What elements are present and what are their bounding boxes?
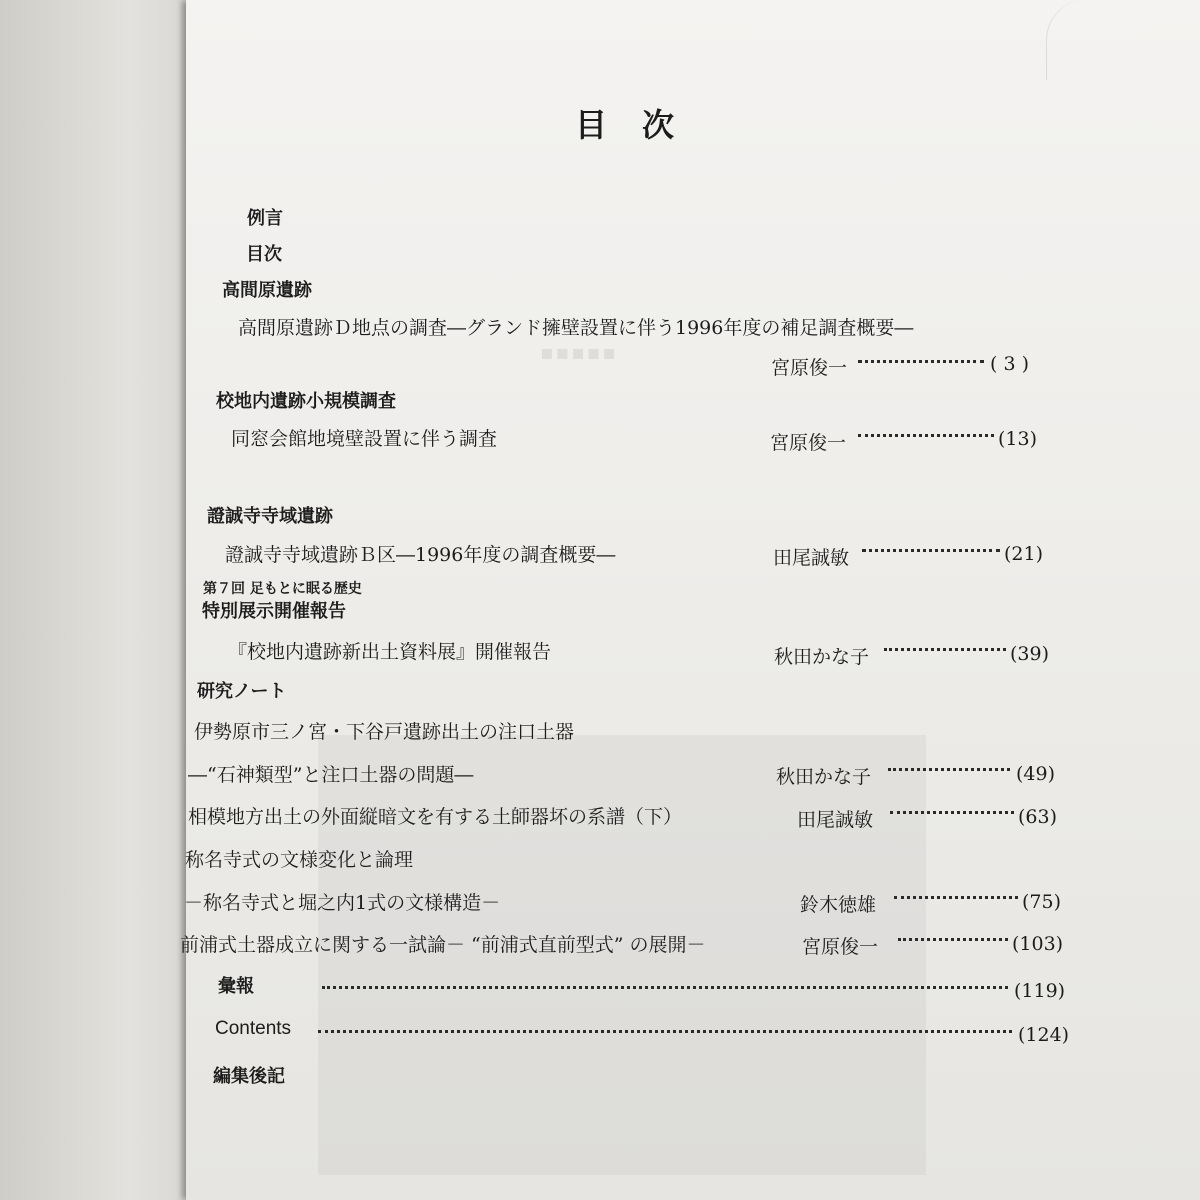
toc-leader-dots	[858, 360, 984, 363]
toc-author-takamahara: 宮原俊一	[771, 357, 848, 379]
toc-entry-takamahara: 高間原遺跡Ｄ地点の調査―グランド擁壁設置に伴う1996年度の補足調査概要―	[238, 317, 914, 339]
toc-item-english-contents: Contents	[215, 1018, 292, 1039]
toc-page-takamahara: ( 3 )	[990, 353, 1029, 375]
section-subheading-exhibition: 第７回 足もとに眠る歴史	[203, 581, 362, 597]
toc-title-right: 次	[642, 106, 675, 144]
previous-page-edge	[0, 0, 186, 1200]
toc-entry-kochinai: 同窓会館地境壁設置に伴う調査	[231, 428, 498, 450]
page-crease	[1046, 0, 1087, 80]
toc-entry-exhibition: 『校地内遺跡新出土資料展』開催報告	[228, 641, 552, 663]
section-heading-takamahara: 高間原遺跡	[222, 280, 312, 301]
toc-leader-dots	[318, 1030, 1012, 1033]
toc-entry-research-1-title: 伊勢原市三ノ宮・下谷戸遺跡出土の注口土器	[194, 721, 575, 743]
toc-leader-dots	[884, 648, 1006, 651]
toc-item-postscript: 編集後記	[213, 1066, 285, 1087]
toc-page-research-2: (63)	[1018, 806, 1058, 828]
toc-item-contents: 目次	[246, 244, 282, 265]
toc-leader-dots	[898, 938, 1008, 941]
toc-entry-research-2: 相模地方出土の外面縦暗文を有する土師器坏の系譜（下）	[188, 806, 683, 828]
section-heading-research: 研究ノート	[197, 681, 287, 702]
toc-entry-research-3-subtitle: －称名寺式と堀之内1式の文様構造－	[184, 892, 501, 914]
toc-title-left: 目	[575, 106, 608, 144]
toc-entry-shojoji: 證誠寺寺域遺跡Ｂ区―1996年度の調査概要―	[225, 544, 616, 566]
toc-author-research-4: 宮原俊一	[802, 936, 879, 958]
toc-leader-dots	[862, 549, 1000, 552]
toc-leader-dots	[888, 768, 1010, 771]
toc-page-exhibition: (39)	[1010, 643, 1050, 665]
toc-leader-dots	[858, 434, 994, 437]
toc-entry-research-1-subtitle: ―“石神類型”と注口土器の問題―	[188, 764, 474, 786]
toc-page-research-3: (75)	[1022, 891, 1062, 913]
section-heading-exhibition: 特別展示開催報告	[202, 601, 346, 622]
toc-author-shojoji: 田尾誠敏	[773, 547, 850, 569]
toc-item-preface: 例言	[247, 208, 283, 229]
toc-leader-dots	[322, 986, 1008, 989]
section-heading-kochinai: 校地内遺跡小規模調査	[216, 391, 396, 412]
toc-entry-research-4: 前浦式土器成立に関する一試論－ “前浦式直前型式” の展開－	[180, 934, 706, 956]
toc-page-english-contents: (124)	[1018, 1024, 1070, 1046]
toc-item-bulletin: 彙報	[218, 976, 254, 997]
toc-author-research-3: 鈴木徳雄	[800, 894, 877, 916]
toc-page-kochinai: (13)	[998, 428, 1038, 450]
toc-leader-dots	[894, 896, 1018, 899]
toc-author-exhibition: 秋田かな子	[774, 646, 870, 668]
toc-page-shojoji: (21)	[1004, 543, 1044, 565]
toc-page-research-1: (49)	[1016, 763, 1056, 785]
show-through-text: ▪▪▪▪▪	[540, 340, 618, 364]
toc-author-research-2: 田尾誠敏	[797, 809, 874, 831]
toc-author-research-1: 秋田かな子	[776, 766, 872, 788]
toc-entry-research-3-title: 称名寺式の文様変化と論理	[185, 849, 414, 871]
toc-page-research-4: (103)	[1012, 933, 1064, 955]
section-heading-shojoji: 證誠寺寺域遺跡	[207, 506, 333, 527]
toc-leader-dots	[890, 811, 1014, 814]
toc-page-bulletin: (119)	[1014, 980, 1066, 1002]
toc-author-kochinai: 宮原俊一	[770, 432, 847, 454]
